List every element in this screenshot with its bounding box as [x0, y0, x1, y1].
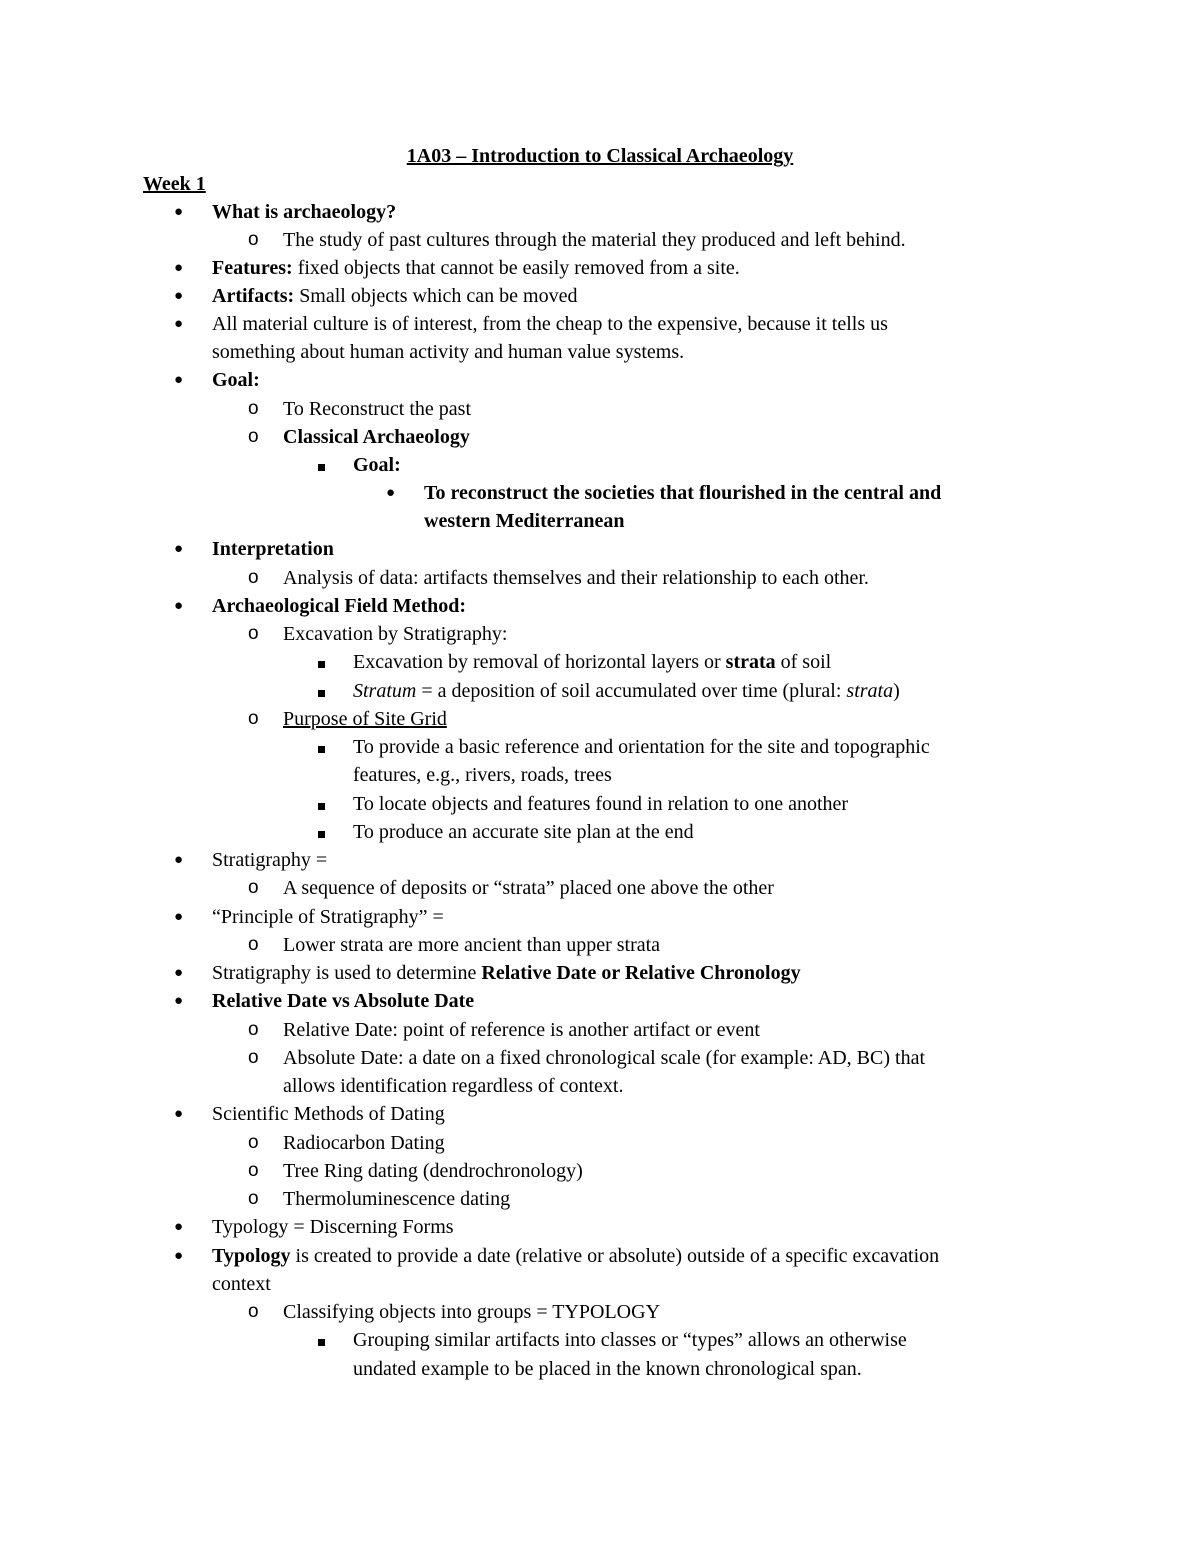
term: Artifacts: — [212, 285, 295, 307]
bullet-icon: ● — [174, 541, 184, 557]
list-item-continuation: allows identification regardless of context. — [283, 1075, 624, 1097]
bullet-icon: ● — [174, 204, 184, 220]
list-item: Purpose of Site Grid — [283, 708, 447, 730]
bullet-icon: ● — [174, 1248, 184, 1264]
text-part: Stratigraphy is used to determine — [212, 962, 482, 984]
circle-bullet-icon: o — [248, 398, 259, 419]
circle-bullet-icon: o — [248, 623, 259, 644]
page-title: 1A03 – Introduction to Classical Archaeology — [406, 145, 794, 167]
list-item-continuation: western Mediterranean — [424, 510, 625, 532]
list-item-continuation: undated example to be placed in the known chronological span. — [353, 1358, 862, 1380]
week-heading: Week 1 — [143, 173, 206, 195]
circle-bullet-icon: o — [248, 229, 259, 250]
circle-bullet-icon: o — [248, 426, 259, 447]
list-item: Relative Date: point of reference is another artifact or event — [283, 1019, 760, 1041]
bullet-icon: ● — [174, 288, 184, 304]
circle-bullet-icon: o — [248, 1132, 259, 1153]
list-item: Goal: — [212, 369, 260, 391]
list-item: Classical Archaeology — [283, 426, 470, 448]
list-item: Scientific Methods of Dating — [212, 1103, 445, 1125]
list-item: “Principle of Stratigraphy” = — [212, 906, 444, 928]
bullet-icon: ● — [174, 1219, 184, 1235]
list-item — [212, 1242, 939, 1270]
bullet-icon: ● — [174, 909, 184, 925]
term: Features: — [212, 257, 293, 279]
list-item — [353, 677, 900, 705]
square-bullet-icon — [318, 733, 325, 761]
text-part: of soil — [775, 651, 832, 673]
text-part: is created to provide a date (relative or absolute) outside of a specific excavation — [290, 1245, 940, 1267]
list-item: Stratigraphy = — [212, 849, 328, 871]
bullet-icon: ● — [174, 598, 184, 614]
bullet-icon: ● — [174, 316, 184, 332]
text-part: ) — [893, 680, 900, 702]
bullet-icon: ● — [174, 260, 184, 276]
list-item: Radiocarbon Dating — [283, 1132, 445, 1154]
square-bullet-icon — [318, 1326, 325, 1354]
bullet-icon: ● — [174, 1106, 184, 1122]
text-part: Excavation by removal of horizontal layers or — [353, 651, 726, 673]
list-item: A sequence of deposits or “strata” placed one above the other — [283, 877, 774, 899]
circle-bullet-icon: o — [248, 1047, 259, 1068]
list-item: To Reconstruct the past — [283, 398, 471, 420]
list-item: Lower strata are more ancient than upper strata — [283, 934, 661, 956]
bullet-icon: ● — [174, 965, 184, 981]
definition: Small objects which can be moved — [294, 285, 578, 307]
term: strata — [725, 651, 776, 673]
list-item: To produce an accurate site plan at the end — [353, 821, 694, 843]
term: strata — [846, 680, 894, 702]
circle-bullet-icon: o — [248, 1019, 259, 1040]
list-item — [212, 282, 577, 310]
square-bullet-icon — [318, 790, 325, 818]
list-item: Interpretation — [212, 538, 334, 560]
list-item: Analysis of data: artifacts themselves and their relationship to each other. — [283, 567, 869, 589]
list-item: Relative Date vs Absolute Date — [212, 990, 475, 1012]
circle-bullet-icon: o — [248, 1301, 259, 1322]
list-item: To reconstruct the societies that flourished in the central and — [424, 482, 942, 504]
list-item: Grouping similar artifacts into classes or “types” allows an otherwise — [353, 1329, 907, 1351]
definition: fixed objects that cannot be easily removed from a site. — [292, 257, 740, 279]
circle-bullet-icon: o — [248, 708, 259, 729]
circle-bullet-icon: o — [248, 877, 259, 898]
term: Typology — [212, 1245, 291, 1267]
list-item: Typology = Discerning Forms — [212, 1216, 454, 1238]
list-item: Archaeological Field Method: — [212, 595, 467, 617]
term: Relative Date or Relative Chronology — [481, 962, 801, 984]
list-item — [212, 959, 801, 987]
square-bullet-icon — [318, 677, 325, 705]
list-item-continuation: something about human activity and human value systems. — [212, 341, 685, 363]
square-bullet-icon — [318, 648, 325, 676]
list-item: Absolute Date: a date on a fixed chronological scale (for example: AD, BC) that — [283, 1047, 926, 1069]
list-item: What is archaeology? — [212, 201, 397, 223]
list-item-continuation: context — [212, 1273, 271, 1295]
list-item — [353, 648, 831, 676]
circle-bullet-icon: o — [248, 567, 259, 588]
list-item — [212, 254, 740, 282]
list-item: Excavation by Stratigraphy: — [283, 623, 508, 645]
bullet-icon: ● — [174, 852, 184, 868]
square-bullet-icon — [318, 451, 325, 479]
term: Stratum — [353, 680, 417, 702]
circle-bullet-icon: o — [248, 1188, 259, 1209]
list-item: Goal: — [353, 454, 401, 476]
list-item-continuation: features, e.g., rivers, roads, trees — [353, 764, 612, 786]
list-item: To locate objects and features found in relation to one another — [353, 793, 849, 815]
list-item: Thermoluminescence dating — [283, 1188, 511, 1210]
list-item: All material culture is of interest, from the cheap to the expensive, because it tells us — [212, 313, 888, 335]
circle-bullet-icon: o — [248, 1160, 259, 1181]
square-bullet-icon — [318, 818, 325, 846]
text-part: = a deposition of soil accumulated over time (plural: — [416, 680, 847, 702]
bullet-icon: ● — [386, 485, 396, 501]
list-item: Tree Ring dating (dendrochronology) — [283, 1160, 583, 1182]
circle-bullet-icon: o — [248, 934, 259, 955]
bullet-icon: ● — [174, 993, 184, 1009]
bullet-icon: ● — [174, 372, 184, 388]
list-item: To provide a basic reference and orientation for the site and topographic — [353, 736, 930, 758]
list-item: Classifying objects into groups = TYPOLOGY — [283, 1301, 661, 1323]
list-item: The study of past cultures through the material they produced and left behind. — [283, 229, 906, 251]
